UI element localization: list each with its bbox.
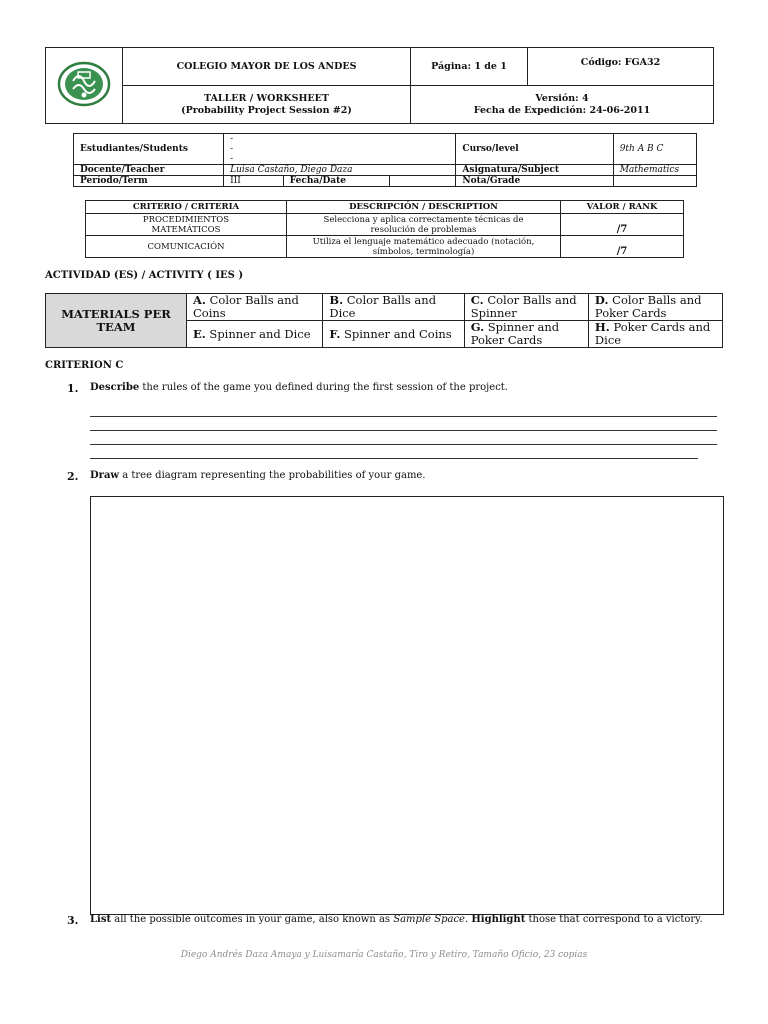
option-text: Spinner and [484,320,560,334]
question-number: 3. [67,914,79,927]
option-letter: D. [594,293,609,307]
question-text [90,470,426,481]
question-number: 2. [67,470,79,483]
criteria-description-line: Utiliza el lenguaje matemático adecuado (notación, [312,236,535,247]
school-logo-icon [57,61,111,107]
school-name: COLEGIO MAYOR DE LOS ANDES [123,48,411,86]
option-text: Spinner and Coins [340,326,452,341]
answer-line[interactable] [90,444,717,445]
materials-header-line1: MATERIALS PER [61,306,171,321]
option-text: Spinner [470,306,517,320]
activity-title: ACTIVIDAD (ES) / ACTIVITY ( IES ) [45,270,244,281]
option-text: Color Balls and [608,293,702,307]
date-label: Fecha/Date [283,176,389,187]
material-option-d[interactable] [588,294,722,321]
worksheet-title-line2: (Probability Project Session #2) [181,104,352,116]
material-option-h[interactable] [588,321,722,348]
worksheet-title [123,86,411,124]
criteria-name [86,214,287,236]
student-name-3[interactable]: - [224,154,456,165]
rank-col-header: VALOR / RANK [561,201,684,214]
question-verb: Draw [90,470,120,481]
course-label: Curso/level [456,134,613,165]
criteria-name-line: PROCEDIMIENTOS [142,214,230,225]
issue-date: Fecha de Expedición: 24-06-2011 [473,104,651,116]
materials-table [45,293,723,348]
material-option-e[interactable] [187,321,323,348]
option-text: Color Balls and [343,293,437,307]
criteria-table [85,200,684,258]
question-rest: the rules of the game you defined during the first session of the project. [139,382,508,393]
subject-label: Asignatura/Subject [456,165,613,176]
question-number: 1. [67,382,79,395]
subject-value: Mathematics [613,165,696,176]
option-text: Poker Cards [470,333,543,347]
document-code: Código: FGA32 [528,48,714,86]
option-letter: C. [470,293,484,307]
option-letter: A. [193,293,206,307]
question-verb: Describe [90,382,140,393]
material-option-f[interactable] [323,321,464,348]
question-text [90,382,508,393]
question-rest: . [464,914,472,925]
criteria-rank[interactable]: /7 [561,214,684,236]
material-option-g[interactable] [464,321,588,348]
option-text: Color Balls and [483,293,577,307]
version: Versión: 4 [535,92,589,104]
student-name-2[interactable]: - [224,144,456,154]
materials-header [46,294,187,348]
option-letter: B. [329,293,344,307]
criteria-description [287,214,561,236]
material-option-c[interactable] [464,294,588,321]
page-footer: Diego Andrés Daza Amaya y Luisamaría Castaño, Tiro y Retiro, Tamaño Oficio, 23 copias [180,950,588,960]
grade-field[interactable] [613,176,696,187]
term-value: III [224,176,284,187]
option-text: Poker Cards [594,306,667,320]
answer-line[interactable] [90,430,717,431]
version-info [411,86,714,124]
option-text: Dice [594,333,622,347]
answer-line[interactable] [90,416,717,417]
option-text: Spinner and Dice [205,326,311,341]
option-text: Color Balls and [205,293,299,307]
document-header [45,47,714,124]
term-label: Período/Term [74,176,224,187]
page-number: Página: 1 de 1 [411,48,528,86]
question-rest: a tree diagram representing the probabilities of your game. [119,470,426,481]
tree-diagram-drawing-area[interactable] [90,496,724,915]
criterion-heading: CRITERION C [45,360,124,371]
description-col-header: DESCRIPCIÓN / DESCRIPTION [287,201,561,214]
question-verb: Highlight [471,914,526,925]
answer-line[interactable] [90,458,698,459]
option-letter: F. [329,326,341,341]
criteria-row [86,214,684,236]
criteria-name-line: MATEMÁTICOS [151,224,221,235]
criteria-row [86,236,684,258]
date-field[interactable] [389,176,456,187]
worksheet-title-line1: TALLER / WORKSHEET [204,92,329,104]
school-logo-cell [46,48,123,124]
criteria-col-header: CRITERIO / CRITERIA [86,201,287,214]
student-name-1[interactable]: - [224,134,456,145]
question-rest: all the possible outcomes in your game, also known as [111,914,394,925]
material-option-b[interactable] [323,294,464,321]
criteria-description [287,236,561,258]
students-label: Estudiantes/Students [74,134,224,165]
materials-header-line2: TEAM [96,319,136,334]
criteria-rank[interactable]: /7 [561,236,684,258]
course-value: 9th A B C [613,134,696,165]
option-letter: H. [594,320,610,334]
grade-label: Nota/Grade [456,176,613,187]
option-text: Coins [193,306,226,320]
criteria-description-line: Selecciona y aplica correctamente técnicas de [323,214,524,225]
option-text: Dice [329,306,356,320]
criteria-name: COMUNICACIÓN [86,236,287,258]
criteria-description-line: resolución de problemas [370,224,477,235]
option-text: Poker Cards and [609,320,711,334]
option-letter: G. [470,320,485,334]
option-letter: E. [193,326,206,341]
question-text [90,914,703,925]
question-verb: List [90,914,112,925]
material-option-a[interactable] [187,294,323,321]
criteria-description-line: símbolos, terminología) [372,246,475,257]
teacher-value: Luisa Castaño, Diego Daza [224,165,456,176]
students-table [73,133,697,187]
question-rest: those that correspond to a victory. [525,914,703,925]
teacher-label: Docente/Teacher [74,165,224,176]
question-italic-term: Sample Space [393,914,465,925]
